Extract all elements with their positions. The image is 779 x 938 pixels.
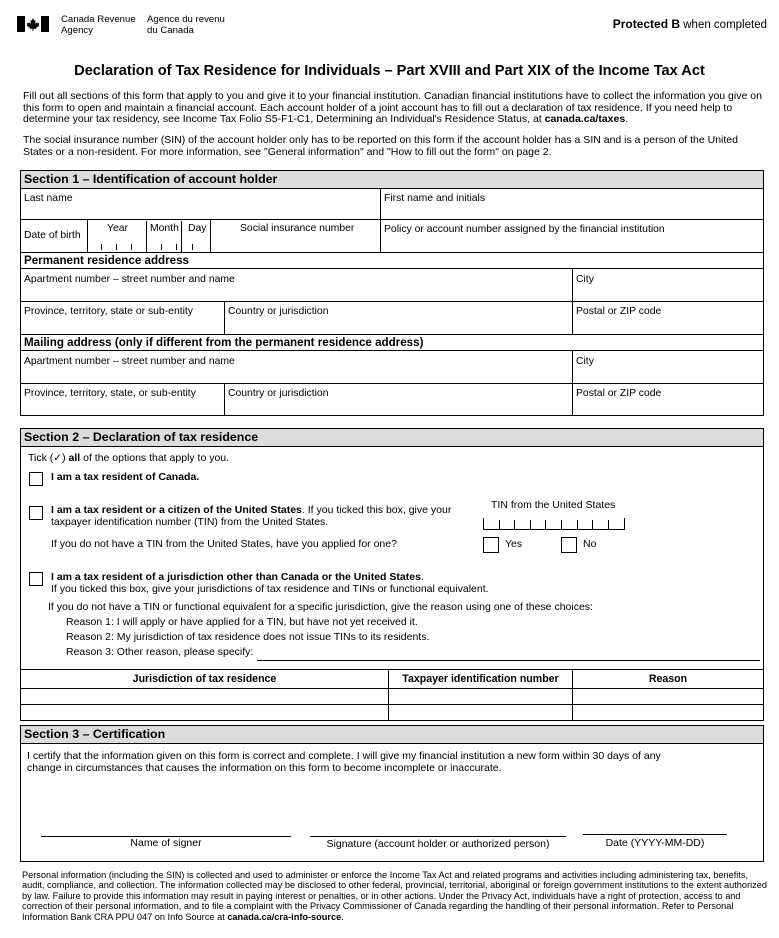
us-resident-label: I am a tax resident or a citizen of the United States. If you ticked this box, give your taxpayer identification number (TIN) from the United States.: [51, 504, 452, 528]
first-name-field[interactable]: [383, 205, 761, 219]
mailing-street-label: Apartment number – street number and name: [24, 356, 235, 367]
intro-paragraph-1: Fill out all sections of this form that apply to you and give it to your financial institution. Canadian financial institutions have to collect the information you give on this form to open and maintain a financial account. Each account holder of a joint account has to fill out a declaration of tax residence. If you need help to determine your tax residency, see Income Tax Folio S5-F1-C1, Determining an Individual's Residence Status, at canada.ca/taxes.: [23, 90, 762, 126]
us-resident-checkbox[interactable]: [29, 506, 43, 520]
permanent-postal-label: Postal or ZIP code: [576, 306, 662, 317]
name-of-signer-label: Name of signer: [130, 837, 202, 849]
section-3-title: Section 3 – Certification: [21, 726, 763, 744]
section-1-identification: [20, 170, 764, 416]
mailing-postal-field[interactable]: [573, 400, 761, 415]
tin-cell-row-2[interactable]: [390, 705, 571, 720]
permanent-country-label: Country or jurisdiction: [228, 306, 329, 317]
mailing-postal-label: Postal or ZIP code: [576, 388, 662, 399]
canada-resident-checkbox[interactable]: [29, 472, 43, 486]
section-3-certification: [20, 725, 764, 862]
jurisdiction-cell-row-1[interactable]: [22, 689, 387, 703]
mailing-country-field[interactable]: [225, 400, 571, 415]
protected-b-label: Protected B when completed: [612, 17, 767, 31]
signature-label: Signature (account holder or authorized person): [326, 838, 550, 850]
page-header: [17, 14, 767, 38]
date-label: Date (YYYY-MM-DD): [605, 837, 705, 849]
mailing-city-label: City: [576, 356, 594, 367]
day-label: Day: [188, 223, 207, 234]
mailing-address-heading: Mailing address (only if different from the permanent residence address): [21, 334, 763, 351]
permanent-province-label: Province, territory, state or sub-entity: [24, 306, 194, 317]
other-reason-field[interactable]: [257, 647, 760, 661]
agency-name-french: Agence du revenu du Canada: [147, 14, 225, 36]
reason-cell-row-1[interactable]: [574, 689, 762, 703]
canada-resident-label: I am a tax resident of Canada.: [51, 471, 200, 483]
other-jurisdiction-label: I am a tax resident of a jurisdiction other than Canada or the United States.: [51, 571, 424, 583]
reason-cell-row-2[interactable]: [574, 705, 762, 720]
applied-yes-label: Yes: [505, 538, 523, 550]
mailing-street-field[interactable]: [22, 368, 571, 383]
permanent-country-field[interactable]: [225, 318, 571, 333]
other-jurisdiction-instruction: If you ticked this box, give your jurisdictions of tax residence and TINs or functional equivalent.: [51, 583, 489, 595]
tin-us-label: TIN from the United States: [491, 499, 616, 511]
mailing-city-field[interactable]: [573, 368, 761, 383]
permanent-city-field[interactable]: [573, 286, 761, 301]
form-title: Declaration of Tax Residence for Individuals – Part XVIII and Part XIX of the Income Tax Act: [74, 63, 705, 79]
date-field[interactable]: [583, 819, 727, 835]
jurisdiction-cell-row-2[interactable]: [22, 705, 387, 720]
tick-instruction: Tick (✓) all of the options that apply to you.: [28, 452, 230, 464]
reason-header: Reason: [648, 673, 688, 685]
permanent-address-heading: Permanent residence address: [21, 252, 763, 269]
policy-number-label: Policy or account number assigned by the financial institution: [384, 224, 665, 235]
date-of-birth-label: Date of birth: [24, 230, 81, 241]
reason-3: Reason 3: Other reason, please specify:: [66, 646, 254, 658]
permanent-street-label: Apartment number – street number and name: [24, 274, 235, 285]
signature-field[interactable]: [310, 821, 566, 837]
permanent-province-field[interactable]: [22, 318, 222, 333]
tin-header: Taxpayer identification number: [402, 673, 559, 685]
year-label: Year: [107, 223, 128, 234]
month-label: Month: [150, 223, 179, 234]
section-1-title: Section 1 – Identification of account holder: [21, 171, 763, 189]
permanent-city-label: City: [576, 274, 594, 285]
privacy-statement: Personal information (including the SIN) is collected and used to administer or enforce the Income Tax Act and related programs and activities including administering tax, benefits, audit, compliance, and collection. The information collected may be disclosed to other federal, provincial, territorial, aboriginal or foreign government institutions to the extent authorized by law. Failure to provide this information may result in paying interest or penalties, or in other actions. Under the Privacy Act, individuals have a right of protection, access to and correction of their personal information, and to file a complaint with the Privacy Commissioner of Canada regarding the handling of their personal information. Refer to Personal Information Bank CRA PPU 047 on Info Source at canada.ca/cra-info-source.: [22, 870, 767, 922]
applied-yes-checkbox[interactable]: [483, 537, 499, 553]
applied-no-checkbox[interactable]: [561, 537, 577, 553]
sin-label: Social insurance number: [240, 223, 355, 234]
reason-1: Reason 1: I will apply or have applied for a TIN, but have not yet received it.: [66, 616, 418, 628]
permanent-street-field[interactable]: [22, 286, 571, 301]
section-2-title: Section 2 – Declaration of tax residence: [21, 429, 763, 447]
reason-intro: If you do not have a TIN or functional equivalent for a specific jurisdiction, give the reason using one of these choices:: [48, 601, 593, 613]
certification-text: I certify that the information given on this form is correct and complete. I will give my financial institution a new form within 30 days of any change in circumstances that causes the information on this form to become incomplete or inaccurate.: [27, 750, 661, 774]
info-source-link[interactable]: canada.ca/cra-info-source: [227, 911, 342, 922]
name-of-signer-field[interactable]: [41, 821, 291, 837]
tin-cell-row-1[interactable]: [390, 689, 571, 703]
canada-flag-icon: [17, 16, 49, 32]
permanent-postal-field[interactable]: [573, 318, 761, 333]
first-name-label: First name and initials: [384, 193, 486, 204]
intro-paragraph-2: The social insurance number (SIN) of the account holder only has to be reported on this form if the account holder has a SIN and is a person of the United States or a non-resident. For more information, see "General information" and "How to fill out the form" on page 2.: [23, 134, 738, 158]
mailing-province-field[interactable]: [22, 400, 222, 415]
applied-for-tin-question: If you do not have a TIN from the United States, have you applied for one?: [51, 538, 397, 550]
section-2-tax-residence: [20, 428, 764, 721]
jurisdiction-header: Jurisdiction of tax residence: [132, 673, 277, 685]
checkmark-icon: ✓: [53, 452, 63, 464]
applied-no-label: No: [583, 538, 597, 550]
canada-taxes-link[interactable]: canada.ca/taxes: [544, 113, 626, 126]
last-name-label: Last name: [24, 193, 73, 204]
date-of-birth-field[interactable]: [88, 234, 209, 251]
agency-name-english: Canada Revenue Agency: [61, 14, 136, 36]
tin-us-field[interactable]: [483, 512, 625, 530]
other-jurisdiction-checkbox[interactable]: [29, 572, 43, 586]
last-name-field[interactable]: [22, 205, 379, 219]
mailing-province-label: Province, territory, state, or sub-entity: [24, 388, 196, 399]
reason-2: Reason 2: My jurisdiction of tax residence does not issue TINs to its residents.: [66, 631, 430, 643]
mailing-country-label: Country or jurisdiction: [228, 388, 329, 399]
